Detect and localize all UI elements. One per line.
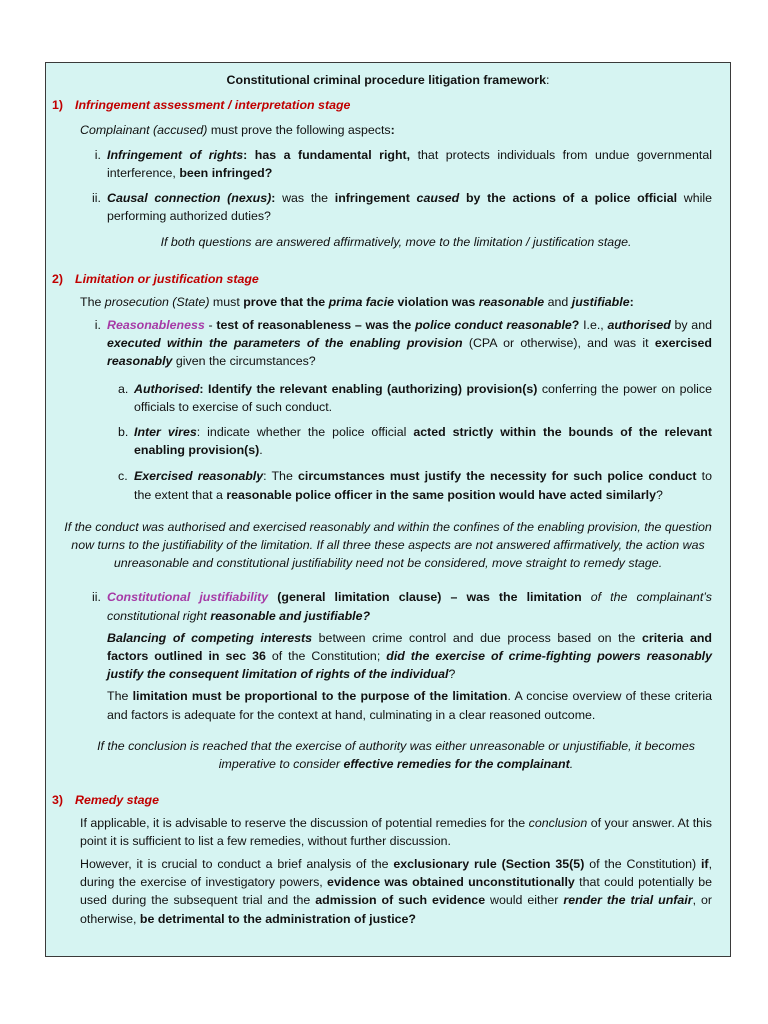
- text-run: infringement: [334, 191, 417, 206]
- key-term: Authorised: [134, 381, 200, 396]
- stage-number: 1): [52, 98, 64, 113]
- text-run: exercised: [654, 336, 712, 351]
- text-run: If applicable, it is advisable to reserve the discussion of potential remedies for the: [80, 815, 529, 830]
- text-run: acted strictly within the bounds of the relevant enabling provision(s): [134, 425, 713, 458]
- text-run: prosecution (State): [104, 294, 210, 309]
- text-run: would either: [485, 893, 564, 908]
- text-run: was the: [275, 191, 335, 206]
- stage-number: 3): [52, 793, 64, 808]
- text-run: did the exercise of crime-fighting powers reasonably justify the consequent limitation of rights of the individual: [107, 649, 713, 682]
- text-run: reasonable police officer in the same position would have acted similarly: [226, 487, 656, 502]
- text-run: effective remedies for the complainant: [343, 757, 570, 772]
- text-run: render the trial unfair: [563, 893, 693, 908]
- list-item-reasonableness: [80, 316, 712, 371]
- balancing-paragraph: [107, 629, 712, 684]
- text-run: exclusionary rule (Section 35(5): [393, 856, 585, 871]
- text-run: of the Constitution): [584, 856, 701, 871]
- list-marker: ii.: [92, 191, 101, 206]
- framework-box: [45, 62, 731, 957]
- stage2-intro: [80, 293, 712, 311]
- text-run: while performing authorized duties?: [107, 191, 712, 224]
- list-item-text: [107, 189, 712, 225]
- text-run: ?: [571, 318, 580, 333]
- stage-number: 2): [52, 271, 64, 286]
- text-run: be detrimental to the administration of justice?: [139, 911, 416, 926]
- text-run: authorised: [607, 318, 671, 333]
- text-run: -: [204, 318, 217, 333]
- stage3-heading: [46, 791, 730, 809]
- list-marker: c.: [118, 469, 128, 484]
- text-run: ?: [448, 667, 456, 682]
- text-run: must prove the following aspects: [207, 123, 391, 138]
- text-run: :: [390, 123, 395, 138]
- title-colon: :: [546, 73, 550, 87]
- sub-item-authorised: [118, 380, 712, 416]
- exclusionary-rule-paragraph: [80, 855, 712, 928]
- text-run: prove that the: [243, 294, 329, 309]
- text-run: The: [107, 689, 133, 704]
- text-run: by and: [670, 318, 712, 333]
- text-run: conclusion: [528, 815, 588, 830]
- transition-note: If the conduct was authorised and exercised reasonably and within the confines of the enabling provision, the question now turns to the justifiability of the limitation. If all three these aspects are not answered affirmatively, the action was unreasonable and constitutional justifiability need not be considered, move straight to remedy stage.: [64, 519, 712, 571]
- list-marker: b.: [118, 425, 129, 440]
- text-run: by the actions of a police official: [459, 191, 678, 206]
- key-term: Constitutional justifiability: [107, 590, 269, 605]
- text-run: executed within the parameters of the enabling provision: [107, 336, 463, 351]
- text-run: .: [259, 443, 263, 458]
- text-run: , or otherwise,: [80, 893, 713, 926]
- sub-item-text: [134, 467, 712, 503]
- list-item-text: [107, 146, 712, 182]
- proportionality-paragraph: [107, 687, 712, 723]
- text-run: test of reasonableness – was the: [216, 318, 415, 333]
- text-run: violation was: [394, 294, 479, 309]
- stage-title: Remedy stage: [75, 793, 160, 808]
- remedy-advice-paragraph: [80, 814, 712, 850]
- text-run: police conduct reasonable: [414, 318, 572, 333]
- text-run: if: [700, 856, 709, 871]
- text-run: of the Constitution;: [265, 649, 387, 664]
- key-term: Causal connection (nexus): [107, 191, 272, 206]
- text-run: (general limitation clause) – was the limitation: [268, 590, 582, 605]
- text-run: to the extent that a: [134, 469, 712, 502]
- text-run: caused: [416, 191, 460, 206]
- text-run: : The: [263, 469, 298, 484]
- text-run: conferring the power on police officials to exercise of such conduct.: [134, 381, 712, 414]
- document-title: [64, 71, 712, 89]
- key-term: Reasonableness: [107, 318, 205, 333]
- text-run: and: [544, 294, 572, 309]
- text-run: evidence was obtained unconstitutionally: [327, 875, 575, 890]
- text-run: ?: [655, 487, 663, 502]
- key-term: Balancing of competing interests: [107, 630, 313, 645]
- list-marker: ii.: [92, 590, 101, 605]
- text-run: If the conclusion is reached that the exercise of authority was either unreasonable or unjustifiable, it becomes imperative to consider: [97, 738, 695, 772]
- text-run: However, it is crucial to conduct a brief analysis of the: [80, 856, 394, 871]
- sub-item-exercised-reasonably: [118, 467, 712, 503]
- key-term: Infringement of rights: [107, 147, 244, 162]
- text-run: between crime control and due process based on the: [312, 630, 643, 645]
- list-item-constitutional-justifiability: [80, 588, 712, 624]
- text-run: (CPA or otherwise), and was it: [462, 336, 655, 351]
- stage-title: Limitation or justification stage: [75, 271, 259, 286]
- text-run: given the circumstances?: [172, 354, 316, 369]
- text-run: Complainant (accused): [80, 123, 208, 138]
- stage1-note: If both questions are answered affirmatively, move to the limitation / justification stage.: [160, 235, 632, 250]
- list-marker: i.: [94, 318, 101, 333]
- key-term: Inter vires: [134, 425, 197, 440]
- text-run: admission of such evidence: [315, 893, 486, 908]
- text-run: prima facie: [328, 294, 395, 309]
- text-run: .: [569, 757, 574, 772]
- text-run: : has a fundamental right,: [243, 147, 411, 162]
- conclusion-note: [80, 737, 712, 773]
- text-run: of the complainant’s constitutional right: [107, 590, 712, 623]
- text-run: :: [271, 191, 276, 206]
- text-run: criteria and factors outlined in sec 36: [107, 630, 712, 664]
- list-item-text: [107, 316, 712, 371]
- text-run: that could potentially be used during the subsequent trial and the: [80, 875, 712, 908]
- text-run: The: [80, 294, 105, 309]
- text-run: reasonably: [107, 354, 173, 369]
- text-run: : indicate whether the police official: [196, 425, 414, 440]
- text-run: :: [629, 294, 634, 309]
- list-marker: i.: [94, 147, 101, 162]
- stage-title: Infringement assessment / interpretation stage: [75, 98, 351, 113]
- sub-item-text: [134, 423, 712, 459]
- text-run: . A concise overview of these criteria and factors is adequate for the context at hand, culminating in a clear reasoned outcome.: [107, 689, 712, 722]
- list-item-causal-connection: [80, 189, 712, 225]
- text-run: , during the exercise of investigatory powers,: [80, 856, 713, 890]
- sub-item-text: [134, 380, 712, 416]
- key-term: Exercised reasonably: [134, 469, 264, 484]
- text-run: of your answer. At this point it is sufficient to list a few remedies, without further discussion.: [80, 815, 712, 848]
- stage1-heading: [46, 96, 730, 114]
- list-marker: a.: [118, 381, 129, 396]
- text-run: justifiable: [571, 294, 630, 309]
- sub-item-inter-vires: [118, 423, 712, 459]
- text-run: that protects individuals from undue governmental interference,: [107, 147, 712, 180]
- text-run: reasonable: [478, 294, 545, 309]
- stage1-intro: [80, 121, 712, 139]
- text-run: reasonable and justifiable?: [210, 608, 371, 623]
- text-run: must: [209, 294, 244, 309]
- list-item-text: [107, 588, 712, 624]
- title-text: Constitutional criminal procedure litigation framework: [226, 73, 546, 87]
- text-run: been infringed?: [179, 165, 273, 180]
- text-run: circumstances must justify the necessity for such police conduct: [297, 469, 697, 484]
- text-run: I.e.,: [579, 318, 608, 333]
- stage2-heading: [46, 270, 730, 288]
- list-item-infringement: [80, 146, 712, 182]
- text-run: : Identify the relevant enabling (authorizing) provision(s): [199, 381, 538, 396]
- text-run: limitation must be proportional to the purpose of the limitation: [132, 689, 508, 704]
